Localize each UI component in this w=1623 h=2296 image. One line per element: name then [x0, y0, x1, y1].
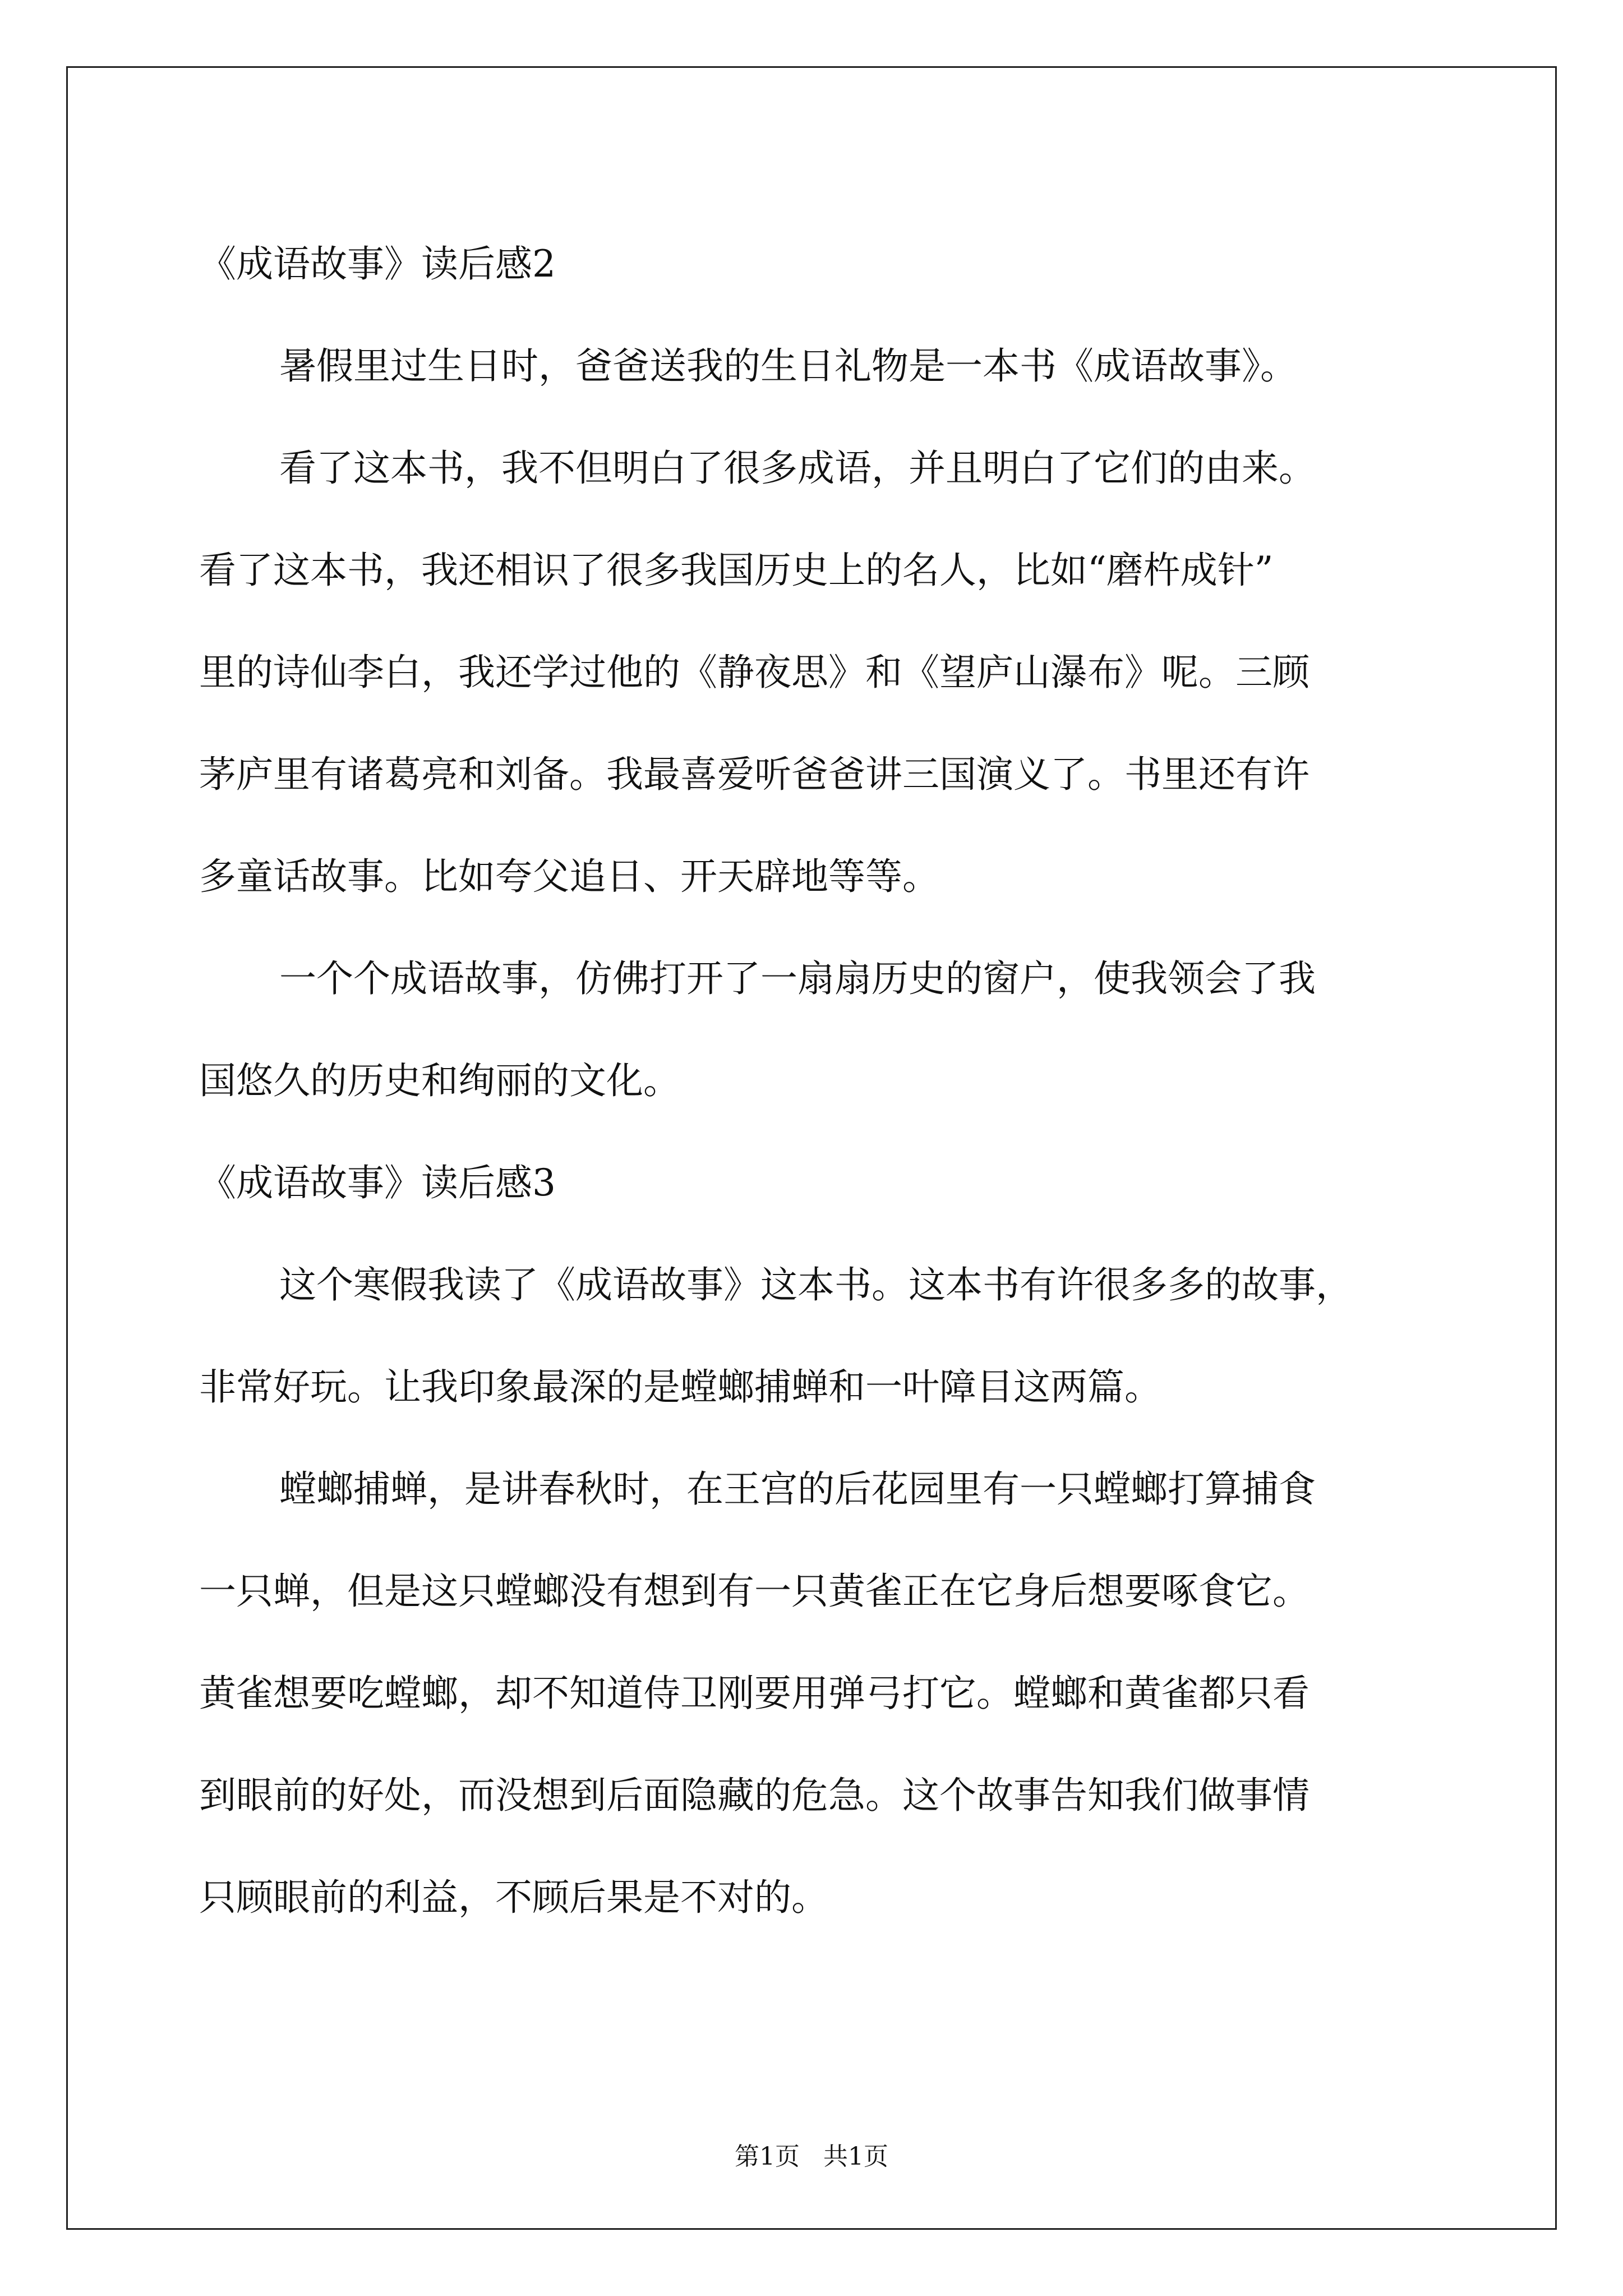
page-footer: 第1页 共1页 — [735, 2142, 888, 2171]
paragraph-line: 一个个成语故事，仿佛打开了一扇扇历史的窗户，使我领会了我 — [279, 957, 1316, 1000]
paragraph-line: 到眼前的好处，而没想到后面隐藏的危急。这个故事告知我们做事情 — [199, 1774, 1310, 1817]
paragraph-line: 暑假里过生日时，爸爸送我的生日礼物是一本书《成语故事》。 — [279, 344, 1297, 388]
paragraph-line: 一只蝉，但是这只螳螂没有想到有一只黄雀正在它身后想要啄食它。 — [199, 1570, 1310, 1613]
paragraph-line: 只顾眼前的利益，不顾后果是不对的。 — [199, 1876, 828, 1919]
paragraph-line: 这个寒假我读了《成语故事》这本书。这本书有许很多多的故事， — [279, 1263, 1353, 1306]
paragraph-line: 看了这本书，我不但明白了很多成语，并且明白了它们的由来。 — [279, 447, 1316, 490]
document-body — [199, 213, 1461, 1949]
paragraph-line: 非常好玩。让我印象最深的是螳螂捕蝉和一叶障目这两篇。 — [199, 1365, 1161, 1409]
paragraph-line: 多童话故事。比如夸父追日、开天辟地等等。 — [199, 855, 939, 898]
paragraph-line: 螳螂捕蝉，是讲春秋时，在王宫的后花园里有一只螳螂打算捕食 — [279, 1467, 1316, 1511]
paragraph-line: 看了这本书，我还相识了很多我国历史上的名人，比如“磨杵成针” — [199, 549, 1274, 592]
paragraph-line: 茅庐里有诸葛亮和刘备。我最喜爱听爸爸讲三国演义了。书里还有许 — [199, 753, 1310, 796]
section-title: 《成语故事》读后感3 — [199, 1161, 556, 1204]
paragraph-line: 国悠久的历史和绚丽的文化。 — [199, 1059, 680, 1102]
section-title: 《成语故事》读后感2 — [199, 242, 556, 286]
paragraph-line: 里的诗仙李白，我还学过他的《静夜思》和《望庐山瀑布》呢。三顾 — [199, 651, 1310, 694]
paragraph-line: 黄雀想要吃螳螂，却不知道侍卫刚要用弹弓打它。螳螂和黄雀都只看 — [199, 1672, 1310, 1715]
